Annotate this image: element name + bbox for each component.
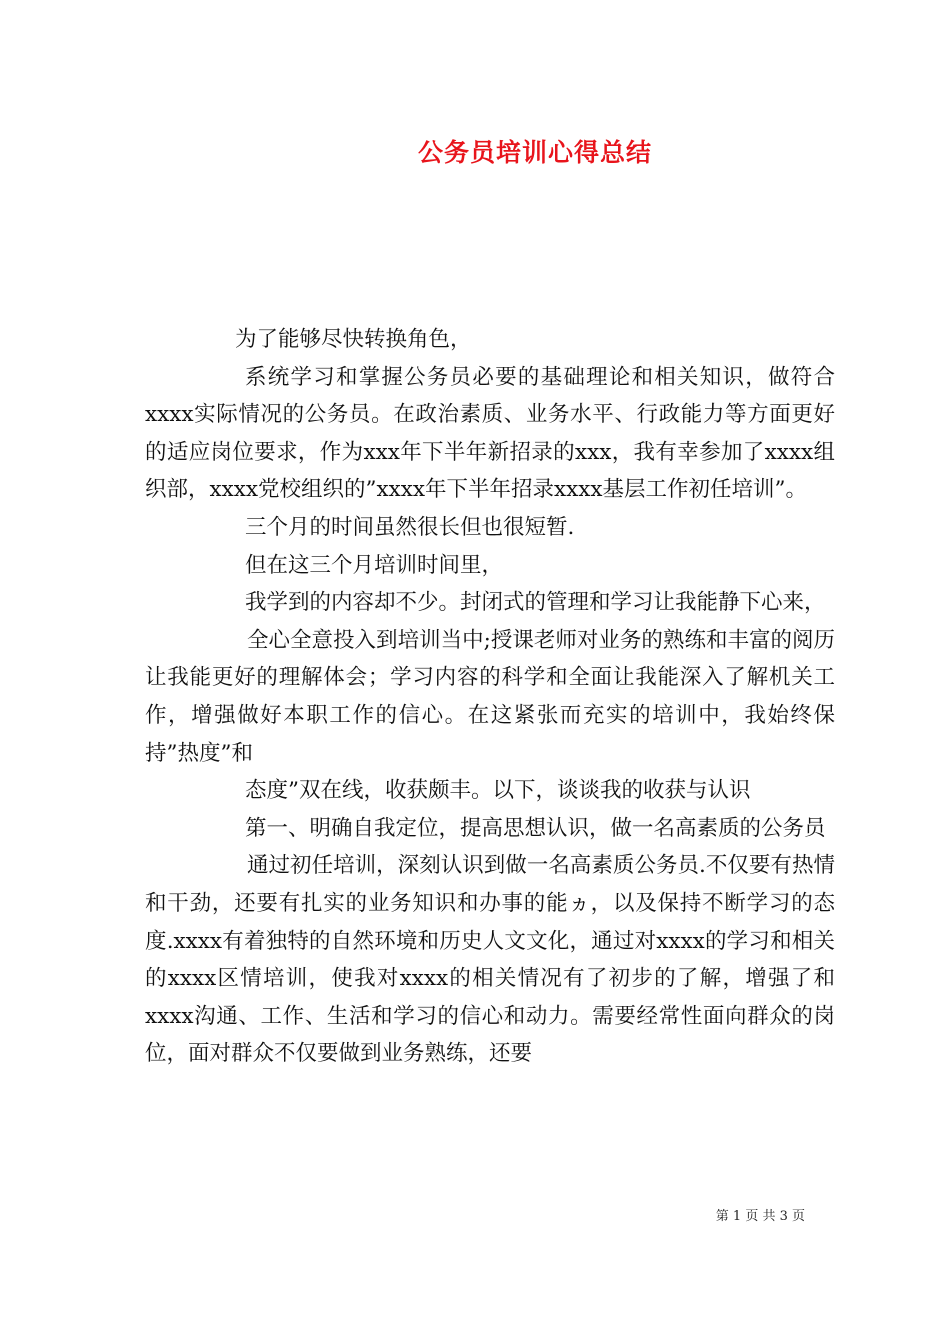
paragraph-6: 全心全意投入到培训当中;授课老师对业务的熟练和丰富的阅历让我能更好的理解体会；学习内容的科学和全面让我能深入了解机关工作，增强做好本职工作的信心。在这紧张而充实的培训中，我始终保持”热度”和 [145, 627, 835, 766]
document-title: 公务员培训心得总结 [417, 138, 652, 167]
page-number-footer: 第 1 页 共 3 页 [715, 1209, 805, 1224]
paragraph-4: 但在这三个月培训时间里， [245, 552, 504, 578]
paragraph-9: 通过初任培训，深刻认识到做一名高素质公务员.不仅要有热情和干劲，还要有扎实的业务知识和办事的能ヵ，以及保持不断学习的态度.xxxx有着独特的自然环境和历史人文文化，通过对xxxx的学习和相关的xxxx区情培训，使我对xxxx的相关情况有了初步的了解，增强了和xxxx沟通、工作、生活和学习的信心和动力。需要经常性面向群众的岗位，面对群众不仅要做到业务熟练，还要 [145, 853, 835, 1067]
paragraph-8: 第一、明确自我定位，提高思想认识，做一名高素质的公务员 [245, 815, 826, 841]
paragraph-1: 为了能够尽快转换角色， [235, 327, 472, 352]
paragraph-5: 我学到的内容却不少。封闭式的管理和学习让我能静下心来， [245, 590, 826, 616]
paragraph-7: 态度”双在线，收获颇丰。以下，谈谈我的收获与认识 [245, 778, 751, 804]
paragraph-2: 系统学习和掌握公务员必要的基础理论和相关知识，做符合xxxx实际情况的公务员。在政治素质、业务水平、行政能力等方面更好的适应岗位要求，作为xxx年下半年新招录的xxx，我有幸参加了xxxx组织部，xxxx党校组织的”xxxx年下半年招录xxxx基层工作初任培训”。 [145, 364, 835, 503]
document-body [145, 321, 835, 1073]
paragraph-3: 三个月的时间虽然很长但也很短暂. [245, 514, 575, 540]
